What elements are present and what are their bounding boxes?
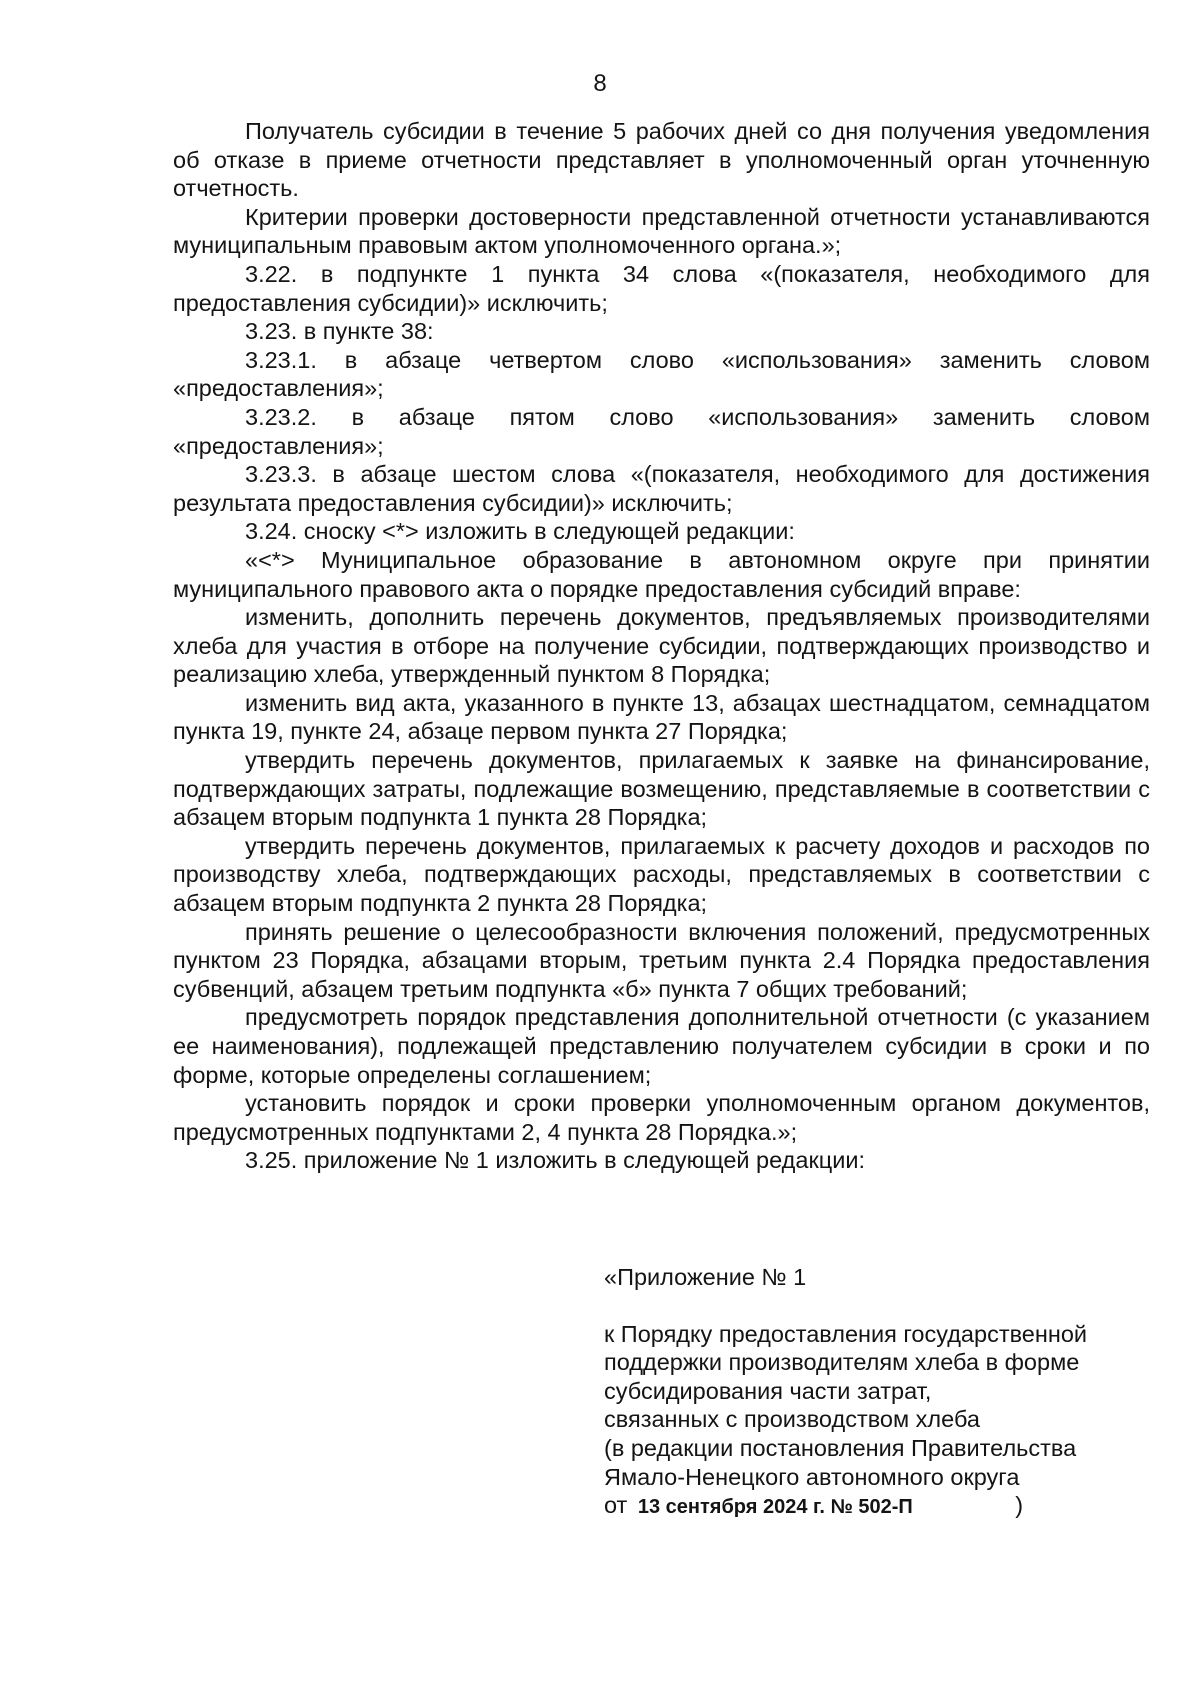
appendix-line: поддержки производителям хлеба в форме: [604, 1349, 1080, 1376]
document-body: [173, 117, 1150, 1175]
paragraph: «<*> Муниципальное образование в автономном округе при принятии муниципального правового акта о порядке предоставления субсидий вправе:: [173, 546, 1150, 602]
appendix-line: Ямало-Ненецкого автономного округа: [604, 1463, 1020, 1490]
paragraph: утвердить перечень документов, прилагаемых к заявке на финансирование, подтверждающих затраты, подлежащие возмещению, представляемые в соответствии с абзацем вторым подпункта 1 пункта 28 Порядка;: [173, 747, 1150, 831]
paragraph: предусмотреть порядок представления дополнительной отчетности (с указанием ее наименования), подлежащей представлению получателем субсидии в сроки и по форме, которые определены соглашением;: [173, 1004, 1150, 1088]
date-stamp: 13 сентября 2024 г. № 502-П: [637, 1496, 913, 1519]
paragraph: Получатель субсидии в течение 5 рабочих дней со дня получения уведомления об отказе в приеме отчетности представляет в уполномоченный орган уточненную отчетность.: [173, 118, 1150, 202]
paragraph: 3.23.3. в абзаце шестом слова «(показателя, необходимого для достижения результата предоставления субсидии)» исключить;: [173, 461, 1150, 516]
closing-paren: ): [1015, 1492, 1024, 1519]
paragraph: принять решение о целесообразности включения положений, предусмотренных пунктом 23 Порядка, абзацами вторым, третьим пункта 2.4 Порядка предоставления субвенций, абзацем третьим подпункта «б» пункта 7 общих требований;: [173, 918, 1150, 1002]
appendix-line: связанных с производством хлеба: [604, 1406, 980, 1433]
appendix-line: субсидирования части затрат,: [604, 1377, 932, 1404]
appendix-title: «Приложение № 1: [604, 1264, 807, 1290]
paragraph: 3.23.1. в абзаце четвертом слово «использования» заменить словом «предоставления»;: [173, 346, 1150, 402]
page-number: 8: [593, 70, 607, 97]
paragraph: утвердить перечень документов, прилагаемых к расчету доходов и расходов по производству хлеба, подтверждающих расходы, представляемых в соответствии с абзацем вторым подпункта 2 пункта 28 Порядка;: [173, 832, 1150, 917]
date-prefix: от: [604, 1492, 628, 1519]
appendix-line: (в редакции постановления Правительства: [604, 1434, 1077, 1461]
paragraph: 3.23.2. в абзаце пятом слово «использования» заменить словом «предоставления»;: [173, 403, 1150, 459]
paragraph: 3.25. приложение № 1 изложить в следующей редакции:: [245, 1147, 865, 1174]
paragraph: изменить вид акта, указанного в пункте 13, абзацах шестнадцатом, семнадцатом пункта 19, пункте 24, абзаце первом пункта 27 Порядка;: [173, 689, 1150, 745]
paragraph: Критерии проверки достоверности представленной отчетности устанавливаются муниципальным правовым актом уполномоченного органа.»;: [173, 203, 1150, 259]
paragraph: 3.23. в пункте 38:: [245, 318, 434, 345]
paragraph: установить порядок и сроки проверки уполномоченным органом документов, предусмотренных подпунктами 2, 4 пункта 28 Порядка.»;: [173, 1090, 1150, 1145]
appendix-header: [604, 1263, 1164, 1522]
appendix-date-line: [604, 1491, 1164, 1522]
paragraph: изменить, дополнить перечень документов, предъявляемых производителями хлеба для участия в отборе на получение субсидии, подтверждающих производство и реализацию хлеба, утвержденный пунктом 8 Порядка;: [173, 604, 1150, 688]
appendix-line: к Порядку предоставления государственной: [604, 1320, 1088, 1347]
paragraph: 3.22. в подпункте 1 пункта 34 слова «(показателя, необходимого для предоставления субсидии)» исключить;: [173, 260, 1150, 316]
paragraph: 3.24. сноску <*> изложить в следующей редакции:: [245, 518, 795, 545]
